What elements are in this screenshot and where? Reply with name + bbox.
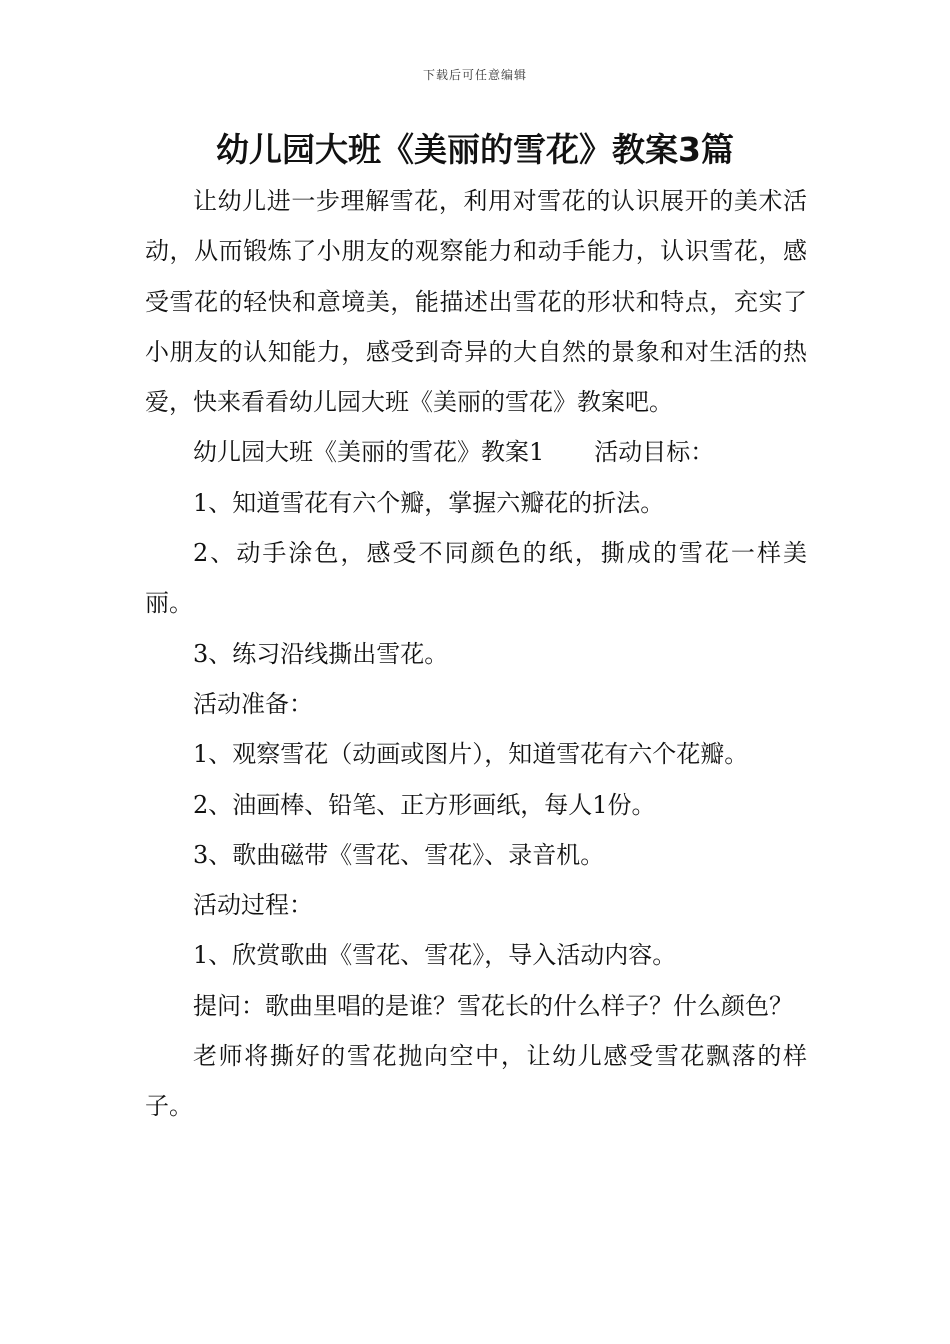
- goal-item: 2、动手涂色，感受不同颜色的纸，撕成的雪花一样美丽。: [145, 539, 807, 618]
- process-label: 活动过程：: [193, 891, 313, 920]
- prep-item: 3、歌曲磁带《雪花、雪花》、录音机。: [193, 840, 605, 869]
- goal-item: 3、练习沿线撕出雪花。: [193, 639, 449, 668]
- prep-item: 2、油画棒、铅笔、正方形画纸，每人1份。: [193, 790, 656, 819]
- goals-label: 活动目标：: [594, 438, 715, 467]
- prep-label: 活动准备：: [193, 689, 313, 718]
- goal-item: 1、知道雪花有六个瓣，掌握六瓣花的折法。: [193, 488, 665, 517]
- section-heading: 幼儿园大班《美丽的雪花》教案1: [193, 438, 545, 467]
- process-item: 老师将撕好的雪花抛向空中，让幼儿感受雪花飘落的样子。: [145, 1042, 807, 1121]
- prep-item: 1、观察雪花（动画或图片），知道雪花有六个花瓣。: [193, 740, 749, 769]
- document-body: [145, 176, 807, 1132]
- process-item: 1、欣赏歌曲《雪花、雪花》，导入活动内容。: [193, 941, 677, 970]
- process-item: 提问：歌曲里唱的是谁？雪花长的什么样子？什么颜色？: [193, 991, 793, 1020]
- intro-paragraph: 让幼儿进一步理解雪花，利用对雪花的认识展开的美术活动，从而锻炼了小朋友的观察能力和动手能力，认识雪花，感受雪花的轻快和意境美，能描述出雪花的形状和特点，充实了小朋友的认知能力，感受到奇异的大自然的景象和对生活的热爱，快来看看幼儿园大班《美丽的雪花》教案吧。: [145, 187, 807, 417]
- section-heading-line: [145, 427, 807, 477]
- header-note: 下载后可任意编辑: [422, 68, 527, 82]
- document-title: 幼儿园大班《美丽的雪花》教案3篇: [216, 130, 734, 169]
